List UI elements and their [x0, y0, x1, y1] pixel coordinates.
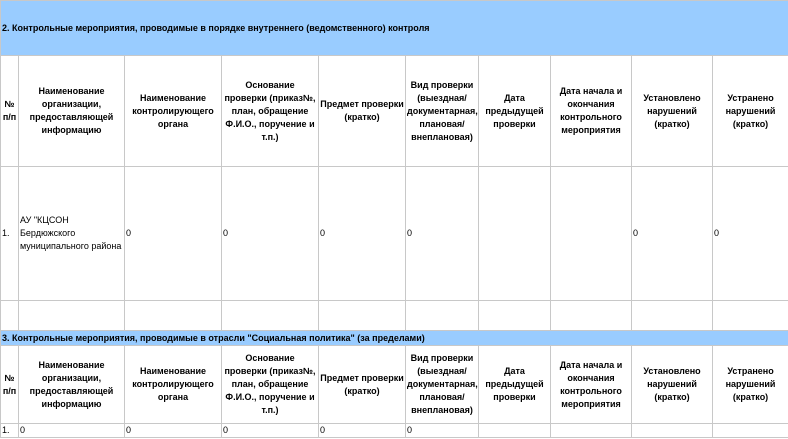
empty-row [1, 301, 788, 331]
section-3-header-row [1, 331, 788, 346]
empty-cell[interactable] [125, 301, 222, 331]
header-cell-organization[interactable]: Наименование организации, предоставляющей информацию [19, 56, 125, 167]
cell-subject[interactable]: 0 [319, 167, 406, 301]
cell-start-end-date[interactable] [551, 167, 632, 301]
cell-check-type[interactable]: 0 [406, 424, 479, 438]
header-cell-check-type[interactable]: Вид проверки (выездная/документарная, плановая/внеплановая) [406, 346, 479, 424]
cell-previous-date[interactable] [479, 167, 551, 301]
cell-violations-found[interactable]: 0 [632, 167, 713, 301]
cell-basis[interactable]: 0 [222, 167, 319, 301]
table-row [1, 424, 788, 438]
cell-organization[interactable]: АУ "КЦСОН Бердюжского муниципального района [19, 167, 125, 301]
header-cell-subject[interactable]: Предмет проверки (кратко) [319, 346, 406, 424]
cell-controlling-body[interactable]: 0 [125, 167, 222, 301]
cell-violations-fixed[interactable] [713, 424, 788, 438]
header-cell-violations-fixed[interactable]: Устранено нарушений (кратко) [713, 56, 788, 167]
header-cell-check-type[interactable]: Вид проверки (выездная/документарная, плановая/внеплановая) [406, 56, 479, 167]
cell-violations-found[interactable] [632, 424, 713, 438]
cell-subject[interactable]: 0 [319, 424, 406, 438]
empty-cell[interactable] [1, 301, 19, 331]
section-3-column-header-row [1, 346, 788, 424]
empty-cell[interactable] [713, 301, 788, 331]
header-cell-start-end-date[interactable]: Дата начала и окончания контрольного мероприятия [551, 56, 632, 167]
header-cell-controlling-body[interactable]: Наименование контролирующего органа [125, 56, 222, 167]
cell-previous-date[interactable] [479, 424, 551, 438]
cell-check-type[interactable]: 0 [406, 167, 479, 301]
header-cell-number[interactable]: № п/п [1, 346, 19, 424]
cell-basis[interactable]: 0 [222, 424, 319, 438]
header-cell-start-end-date[interactable]: Дата начала и окончания контрольного мероприятия [551, 346, 632, 424]
header-cell-previous-date[interactable]: Дата предыдущей проверки [479, 346, 551, 424]
table-row [1, 167, 788, 301]
empty-cell[interactable] [319, 301, 406, 331]
section-2-column-header-row [1, 56, 788, 167]
section-2-header-row [1, 1, 788, 56]
header-cell-number[interactable]: № п/п [1, 56, 19, 167]
header-cell-controlling-body[interactable]: Наименование контролирующего органа [125, 346, 222, 424]
header-cell-violations-found[interactable]: Установлено нарушений (кратко) [632, 346, 713, 424]
header-cell-previous-date[interactable]: Дата предыдущей проверки [479, 56, 551, 167]
section-3-title: 3. Контрольные мероприятия, проводимые в отрасли "Социальная политика" (за пределами) [1, 331, 788, 346]
cell-organization[interactable]: 0 [19, 424, 125, 438]
header-cell-organization[interactable]: Наименование организации, предоставляющей информацию [19, 346, 125, 424]
cell-controlling-body[interactable]: 0 [125, 424, 222, 438]
empty-cell[interactable] [406, 301, 479, 331]
empty-cell[interactable] [222, 301, 319, 331]
empty-cell[interactable] [479, 301, 551, 331]
header-cell-violations-fixed[interactable]: Устранено нарушений (кратко) [713, 346, 788, 424]
cell-number[interactable]: 1. [1, 424, 19, 438]
header-cell-basis[interactable]: Основание проверки (приказ№, план, обращение Ф.И.О., поручение и т.п.) [222, 346, 319, 424]
header-cell-violations-found[interactable]: Установлено нарушений (кратко) [632, 56, 713, 167]
header-cell-basis[interactable]: Основание проверки (приказ№, план, обращение Ф.И.О., поручение и т.п.) [222, 56, 319, 167]
empty-cell[interactable] [19, 301, 125, 331]
cell-number[interactable]: 1. [1, 167, 19, 301]
cell-violations-fixed[interactable]: 0 [713, 167, 788, 301]
section-2-title: 2. Контрольные мероприятия, проводимые в порядке внутреннего (ведомственного) контроля [1, 1, 788, 56]
header-cell-subject[interactable]: Предмет проверки (кратко) [319, 56, 406, 167]
empty-cell[interactable] [632, 301, 713, 331]
cell-start-end-date[interactable] [551, 424, 632, 438]
empty-cell[interactable] [551, 301, 632, 331]
